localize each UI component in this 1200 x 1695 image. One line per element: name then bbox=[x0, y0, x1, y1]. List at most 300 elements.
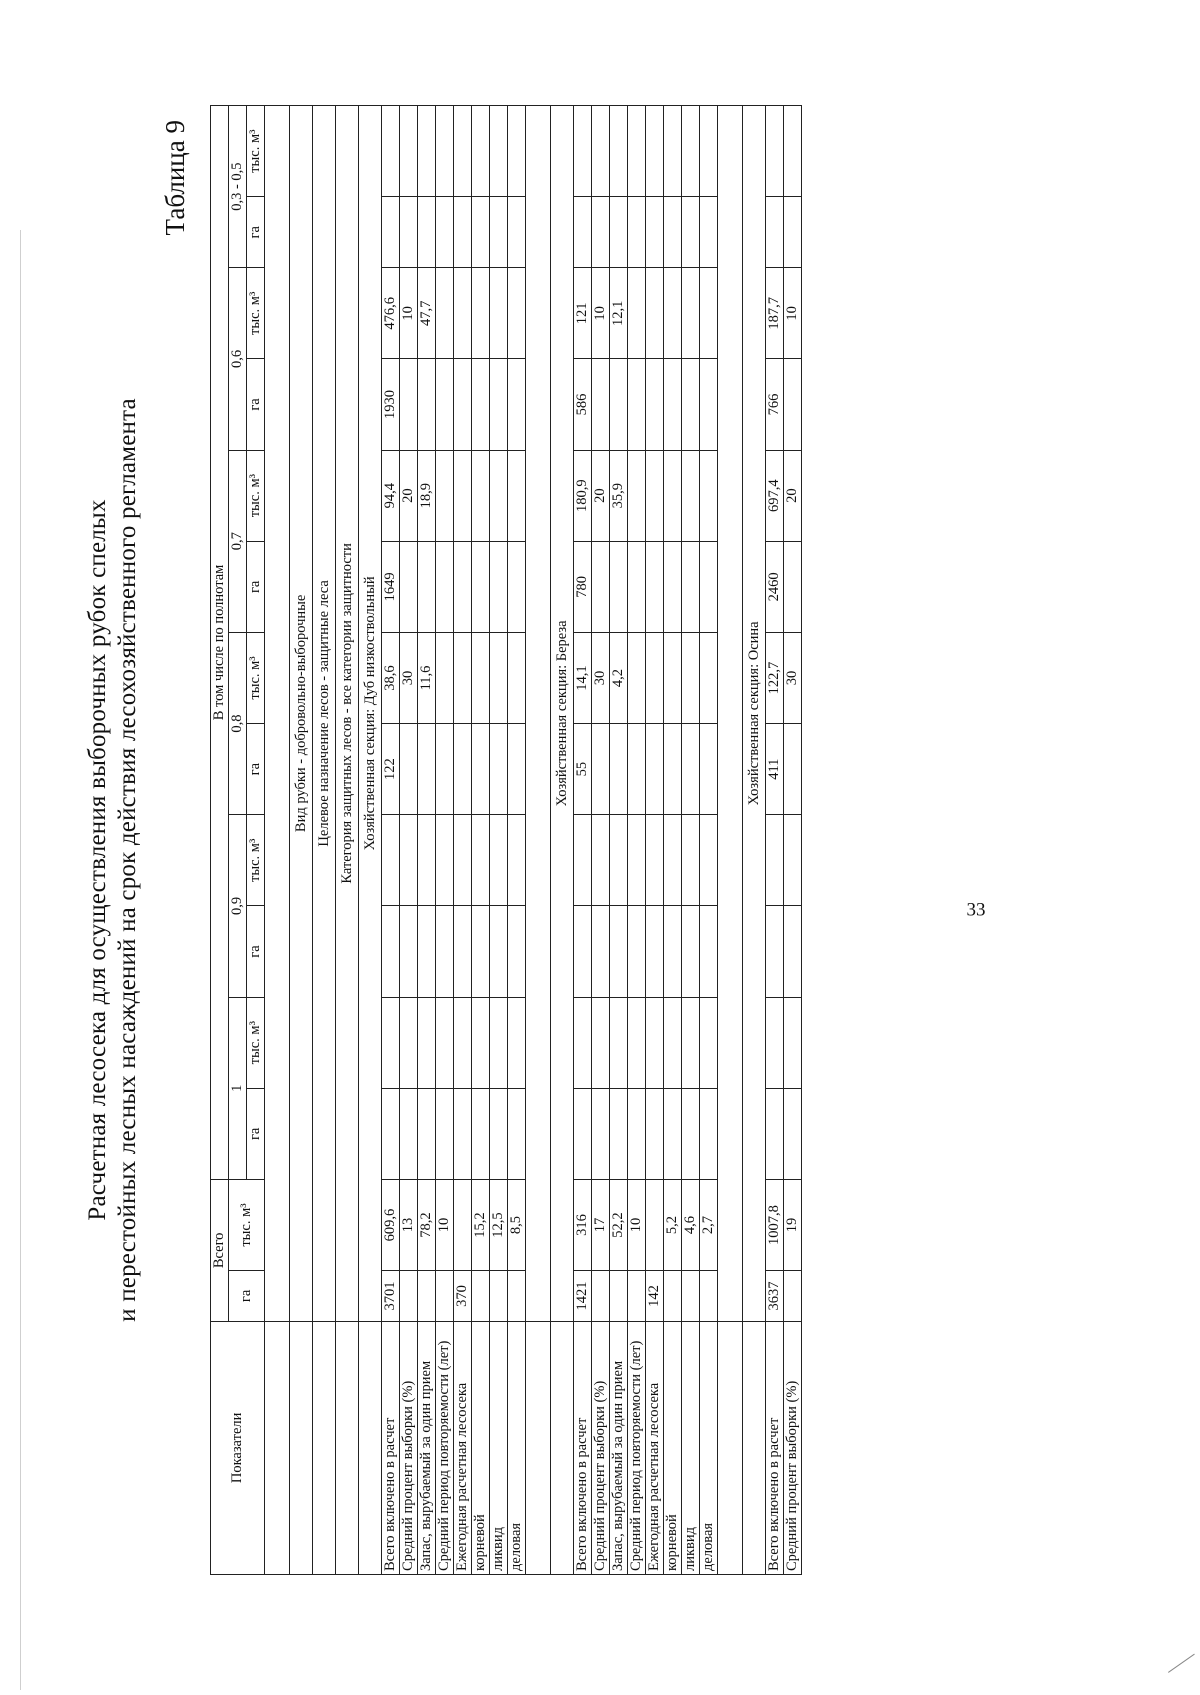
table-cell bbox=[766, 906, 784, 997]
table-cell bbox=[682, 1088, 700, 1179]
table-cell bbox=[700, 724, 718, 815]
table-cell: 4,2 bbox=[610, 632, 628, 723]
header-by-density: В том числе по полнотам bbox=[211, 106, 229, 1180]
table-cell: 142 bbox=[646, 1271, 664, 1322]
table-cell bbox=[436, 268, 454, 359]
table-cell bbox=[646, 359, 664, 450]
table-cell: 55 bbox=[574, 724, 592, 815]
table-cell bbox=[628, 815, 646, 906]
table-cell bbox=[592, 724, 610, 815]
table-cell bbox=[508, 906, 526, 997]
table-cell bbox=[436, 815, 454, 906]
row-label: Средний процент выборки (%) bbox=[784, 1321, 802, 1574]
table-cell bbox=[400, 1271, 418, 1322]
header-density-0-3-0-5: 0,3 - 0,5 bbox=[229, 106, 247, 268]
table-cell: 122,7 bbox=[766, 632, 784, 723]
table-cell bbox=[646, 1088, 664, 1179]
table-cell bbox=[784, 106, 802, 197]
table-cell bbox=[700, 1271, 718, 1322]
table-cell: 14,1 bbox=[574, 632, 592, 723]
table-cell bbox=[574, 197, 592, 268]
table-cell: 5,2 bbox=[664, 1179, 682, 1270]
table-cell bbox=[700, 359, 718, 450]
section-title-row bbox=[743, 106, 766, 1575]
row-label: Всего включено в расчет bbox=[766, 1321, 784, 1574]
table-cell bbox=[454, 997, 472, 1088]
table-row bbox=[682, 106, 700, 1575]
table-cell bbox=[454, 541, 472, 632]
table-cell bbox=[472, 1088, 490, 1179]
table-cell bbox=[592, 197, 610, 268]
table-cell bbox=[682, 197, 700, 268]
table-cell bbox=[628, 450, 646, 541]
band-row bbox=[336, 106, 359, 1575]
table-cell bbox=[628, 106, 646, 197]
table-cell bbox=[418, 1271, 436, 1322]
table-cell bbox=[472, 997, 490, 1088]
table-cell: 10 bbox=[436, 1179, 454, 1270]
header-density-0-9: 0,9 bbox=[229, 815, 247, 997]
table-cell: 2460 bbox=[766, 541, 784, 632]
table-cell: 1930 bbox=[382, 359, 400, 450]
table-cell: 15,2 bbox=[472, 1179, 490, 1270]
table-cell bbox=[664, 268, 682, 359]
header-ha: га bbox=[247, 1088, 265, 1179]
table-cell: 121 bbox=[574, 268, 592, 359]
table-cell bbox=[664, 1088, 682, 1179]
header-m3: тыс. м³ bbox=[247, 632, 265, 723]
table-cell: 180,9 bbox=[574, 450, 592, 541]
table-cell bbox=[664, 450, 682, 541]
table-cell bbox=[610, 815, 628, 906]
table-cell bbox=[400, 359, 418, 450]
table-cell bbox=[646, 106, 664, 197]
table-cell bbox=[490, 197, 508, 268]
table-cell: 10 bbox=[784, 268, 802, 359]
table-cell: 19 bbox=[784, 1179, 802, 1270]
table-cell bbox=[610, 906, 628, 997]
table-cell bbox=[682, 724, 700, 815]
header-m3: тыс. м³ bbox=[247, 106, 265, 197]
table-cell bbox=[766, 1088, 784, 1179]
table-cell bbox=[700, 106, 718, 197]
table-cell bbox=[472, 359, 490, 450]
table-cell bbox=[508, 724, 526, 815]
table-cell bbox=[472, 815, 490, 906]
table-cell bbox=[418, 541, 436, 632]
table-cell bbox=[592, 541, 610, 632]
table-cell bbox=[508, 450, 526, 541]
table-row bbox=[592, 106, 610, 1575]
table-cell: 411 bbox=[766, 724, 784, 815]
table-cell bbox=[508, 106, 526, 197]
table-cell bbox=[646, 815, 664, 906]
row-label: Средний процент выборки (%) bbox=[400, 1321, 418, 1574]
table-cell bbox=[490, 632, 508, 723]
page-number: 33 bbox=[966, 899, 986, 921]
table-cell bbox=[700, 997, 718, 1088]
table-cell bbox=[664, 724, 682, 815]
document-title-line-1: Расчетная лесосека для осуществления выборочных рубок спелых bbox=[84, 499, 111, 1221]
table-cell: 20 bbox=[400, 450, 418, 541]
table-cell bbox=[646, 450, 664, 541]
section-title-row bbox=[359, 106, 382, 1575]
table-cell bbox=[682, 906, 700, 997]
table-cell bbox=[664, 815, 682, 906]
table-cell bbox=[490, 815, 508, 906]
row-label: Всего включено в расчет bbox=[382, 1321, 400, 1574]
table-cell: 10 bbox=[400, 268, 418, 359]
table-cell bbox=[700, 632, 718, 723]
table-cell bbox=[628, 906, 646, 997]
row-label: ликвид bbox=[682, 1321, 700, 1574]
header-total: Всего bbox=[211, 1179, 229, 1321]
table-cell bbox=[700, 906, 718, 997]
table-cell: 697,4 bbox=[766, 450, 784, 541]
table-cell bbox=[574, 1088, 592, 1179]
table-cell bbox=[664, 359, 682, 450]
table-cell bbox=[628, 1088, 646, 1179]
table-cell bbox=[508, 197, 526, 268]
table-cell bbox=[418, 815, 436, 906]
table-cell bbox=[454, 1088, 472, 1179]
table-cell bbox=[610, 359, 628, 450]
table-cell bbox=[592, 106, 610, 197]
table-row bbox=[400, 106, 418, 1575]
table-cell bbox=[472, 197, 490, 268]
band-cut-type: Вид рубки - добровольно-выборочные bbox=[290, 106, 313, 1322]
table-cell bbox=[418, 906, 436, 997]
header-density-0-7: 0,7 bbox=[229, 450, 247, 632]
table-row bbox=[610, 106, 628, 1575]
table-cell bbox=[574, 106, 592, 197]
table-cell bbox=[592, 997, 610, 1088]
table-cell bbox=[628, 268, 646, 359]
table-cell bbox=[472, 106, 490, 197]
table-cell bbox=[490, 906, 508, 997]
table-cell bbox=[700, 1088, 718, 1179]
table-cell bbox=[784, 724, 802, 815]
header-ha: га bbox=[247, 541, 265, 632]
table-cell bbox=[454, 1179, 472, 1270]
header-m3: тыс. м³ bbox=[247, 450, 265, 541]
table-cell bbox=[682, 632, 700, 723]
table-cell bbox=[490, 450, 508, 541]
row-label: Средний период повторяемости (лет) bbox=[628, 1321, 646, 1574]
table-cell bbox=[700, 541, 718, 632]
table-cell: 1007,8 bbox=[766, 1179, 784, 1270]
table-cell: 8,5 bbox=[508, 1179, 526, 1270]
row-label: деловая bbox=[508, 1321, 526, 1574]
table-row bbox=[454, 106, 472, 1575]
table-cell bbox=[436, 724, 454, 815]
table-cell bbox=[700, 197, 718, 268]
table-cell bbox=[784, 815, 802, 906]
band-row bbox=[290, 106, 313, 1575]
table-row bbox=[436, 106, 454, 1575]
table-cell bbox=[664, 997, 682, 1088]
table-cell bbox=[784, 197, 802, 268]
table-cell bbox=[784, 906, 802, 997]
table-cell bbox=[682, 268, 700, 359]
table-cell bbox=[454, 450, 472, 541]
table-cell bbox=[664, 906, 682, 997]
table-cell bbox=[646, 541, 664, 632]
table-cell: 47,7 bbox=[418, 268, 436, 359]
band-purpose: Целевое назначение лесов - защитные леса bbox=[313, 106, 336, 1322]
table-cell: 11,6 bbox=[418, 632, 436, 723]
table-cell bbox=[592, 1271, 610, 1322]
rotated-page bbox=[80, 100, 1080, 1620]
table-row bbox=[382, 106, 400, 1575]
table-cell bbox=[700, 815, 718, 906]
table-cell bbox=[472, 268, 490, 359]
table-cell bbox=[682, 450, 700, 541]
section-title-row bbox=[551, 106, 574, 1575]
table-cell bbox=[490, 1088, 508, 1179]
table-cell bbox=[766, 197, 784, 268]
table-cell bbox=[436, 197, 454, 268]
table-cell: 1649 bbox=[382, 541, 400, 632]
table-cell bbox=[418, 359, 436, 450]
table-row bbox=[664, 106, 682, 1575]
table-cell bbox=[700, 450, 718, 541]
table-cell bbox=[610, 997, 628, 1088]
table-cell bbox=[436, 632, 454, 723]
blank-row bbox=[718, 106, 743, 1575]
table-cell bbox=[436, 997, 454, 1088]
header-m3: тыс. м³ bbox=[247, 268, 265, 359]
table-cell bbox=[400, 906, 418, 997]
table-body bbox=[265, 106, 802, 1575]
table-row bbox=[700, 106, 718, 1575]
table-cell bbox=[508, 541, 526, 632]
table-cell bbox=[784, 997, 802, 1088]
table-cell bbox=[472, 541, 490, 632]
table-cell bbox=[454, 106, 472, 197]
table-cell bbox=[508, 815, 526, 906]
table-cell bbox=[436, 1271, 454, 1322]
table-cell bbox=[454, 632, 472, 723]
section-title: Хозяйственная секция: Береза bbox=[551, 106, 574, 1322]
table-row bbox=[628, 106, 646, 1575]
table-cell bbox=[382, 997, 400, 1088]
row-label: Всего включено в расчет bbox=[574, 1321, 592, 1574]
band-category: Категория защитных лесов - все категории защитности bbox=[336, 106, 359, 1322]
table-cell: 766 bbox=[766, 359, 784, 450]
table-cell bbox=[418, 997, 436, 1088]
table-cell: 35,9 bbox=[610, 450, 628, 541]
table-cell bbox=[418, 724, 436, 815]
binding-line bbox=[20, 230, 21, 1690]
allowable-cut-table bbox=[210, 105, 802, 1575]
table-cell bbox=[418, 106, 436, 197]
table-cell bbox=[490, 106, 508, 197]
row-label: Запас, вырубаемый за один прием bbox=[610, 1321, 628, 1574]
table-cell bbox=[508, 997, 526, 1088]
table-cell bbox=[472, 450, 490, 541]
table-cell bbox=[628, 997, 646, 1088]
table-cell bbox=[628, 359, 646, 450]
table-cell bbox=[682, 359, 700, 450]
header-density-0-6: 0,6 bbox=[229, 268, 247, 450]
table-row bbox=[418, 106, 436, 1575]
table-cell bbox=[382, 197, 400, 268]
table-cell: 187,7 bbox=[766, 268, 784, 359]
table-cell bbox=[646, 997, 664, 1088]
table-cell: 12,1 bbox=[610, 268, 628, 359]
table-cell bbox=[400, 197, 418, 268]
row-label: Средний период повторяемости (лет) bbox=[436, 1321, 454, 1574]
table-cell bbox=[400, 724, 418, 815]
header-density-1: 1 bbox=[229, 997, 247, 1179]
header-indicators: Показатели bbox=[211, 1321, 265, 1574]
table-cell bbox=[454, 197, 472, 268]
table-cell: 476,6 bbox=[382, 268, 400, 359]
table-row bbox=[766, 106, 784, 1575]
table-cell bbox=[400, 997, 418, 1088]
table-cell: 30 bbox=[592, 632, 610, 723]
row-label: Запас, вырубаемый за один прием bbox=[418, 1321, 436, 1574]
table-cell bbox=[628, 541, 646, 632]
table-cell bbox=[628, 1271, 646, 1322]
table-cell bbox=[784, 359, 802, 450]
table-cell bbox=[508, 268, 526, 359]
band-row bbox=[313, 106, 336, 1575]
table-cell: 370 bbox=[454, 1271, 472, 1322]
table-cell bbox=[574, 997, 592, 1088]
header-total-ha: га bbox=[229, 1271, 265, 1322]
table-cell: 94,4 bbox=[382, 450, 400, 541]
table-cell bbox=[436, 906, 454, 997]
table-cell bbox=[628, 197, 646, 268]
table-cell bbox=[682, 997, 700, 1088]
table-cell bbox=[454, 815, 472, 906]
table-cell bbox=[436, 1088, 454, 1179]
table-cell bbox=[490, 724, 508, 815]
table-cell bbox=[382, 906, 400, 997]
table-cell bbox=[592, 815, 610, 906]
table-cell bbox=[628, 632, 646, 723]
table-cell: 20 bbox=[784, 450, 802, 541]
table-cell bbox=[472, 906, 490, 997]
table-row bbox=[784, 106, 802, 1575]
table-cell bbox=[766, 815, 784, 906]
table-cell bbox=[700, 268, 718, 359]
header-m3: тыс. м³ bbox=[247, 815, 265, 906]
table-cell: 78,2 bbox=[418, 1179, 436, 1270]
row-label: деловая bbox=[700, 1321, 718, 1574]
table-cell bbox=[436, 541, 454, 632]
table-cell bbox=[508, 1271, 526, 1322]
table-cell: 10 bbox=[628, 1179, 646, 1270]
header-ha: га bbox=[247, 197, 265, 268]
table-cell bbox=[646, 197, 664, 268]
table-cell bbox=[490, 359, 508, 450]
table-cell bbox=[628, 724, 646, 815]
table-cell bbox=[574, 906, 592, 997]
table-cell bbox=[508, 359, 526, 450]
table-cell: 780 bbox=[574, 541, 592, 632]
table-cell: 17 bbox=[592, 1179, 610, 1270]
table-cell bbox=[664, 541, 682, 632]
section-title: Хозяйственная секция: Осина bbox=[743, 106, 766, 1322]
table-cell bbox=[664, 1271, 682, 1322]
document-title-line-2: и перестойных лесных насаждений на срок действия лесохозяйственного регламента bbox=[114, 398, 141, 1322]
table-cell bbox=[454, 359, 472, 450]
table-row bbox=[490, 106, 508, 1575]
table-cell bbox=[472, 1271, 490, 1322]
table-row bbox=[574, 106, 592, 1575]
table-cell bbox=[382, 815, 400, 906]
table-cell bbox=[610, 1271, 628, 1322]
table-cell: 13 bbox=[400, 1179, 418, 1270]
table-cell bbox=[400, 541, 418, 632]
table-cell bbox=[490, 997, 508, 1088]
row-label: корневой bbox=[664, 1321, 682, 1574]
table-cell bbox=[454, 906, 472, 997]
corner-mark bbox=[1168, 1654, 1195, 1673]
table-cell bbox=[784, 1088, 802, 1179]
table-cell bbox=[646, 906, 664, 997]
table-cell: 122 bbox=[382, 724, 400, 815]
table-cell bbox=[472, 724, 490, 815]
header-ha: га bbox=[247, 724, 265, 815]
blank-row bbox=[526, 106, 551, 1575]
table-cell bbox=[610, 197, 628, 268]
table-cell bbox=[454, 268, 472, 359]
header-ha: га bbox=[247, 359, 265, 450]
row-label: Ежегодная расчетная лесосека bbox=[646, 1321, 664, 1574]
table-cell bbox=[436, 450, 454, 541]
table-cell bbox=[436, 106, 454, 197]
table-cell bbox=[766, 106, 784, 197]
table-cell bbox=[400, 106, 418, 197]
table-cell: 2,7 bbox=[700, 1179, 718, 1270]
table-cell bbox=[400, 815, 418, 906]
table-row bbox=[472, 106, 490, 1575]
table-cell bbox=[664, 197, 682, 268]
table-cell: 586 bbox=[574, 359, 592, 450]
table-cell bbox=[766, 997, 784, 1088]
table-cell bbox=[454, 724, 472, 815]
table-cell bbox=[592, 1088, 610, 1179]
table-cell bbox=[784, 541, 802, 632]
header-total-m3: тыс. м³ bbox=[229, 1179, 265, 1270]
table-cell: 10 bbox=[592, 268, 610, 359]
table-cell: 316 bbox=[574, 1179, 592, 1270]
row-label: ликвид bbox=[490, 1321, 508, 1574]
table-cell bbox=[472, 632, 490, 723]
table-cell: 12,5 bbox=[490, 1179, 508, 1270]
table-cell: 30 bbox=[400, 632, 418, 723]
header-density-0-8: 0,8 bbox=[229, 632, 247, 814]
row-label: корневой bbox=[472, 1321, 490, 1574]
table-cell: 4,6 bbox=[682, 1179, 700, 1270]
table-cell bbox=[610, 724, 628, 815]
table-cell bbox=[610, 106, 628, 197]
table-cell: 38,6 bbox=[382, 632, 400, 723]
table-cell bbox=[682, 1271, 700, 1322]
table-cell bbox=[490, 268, 508, 359]
table-cell bbox=[646, 632, 664, 723]
table-cell: 3637 bbox=[766, 1271, 784, 1322]
row-label: Ежегодная расчетная лесосека bbox=[454, 1321, 472, 1574]
row-label: Средний процент выборки (%) bbox=[592, 1321, 610, 1574]
table-cell bbox=[610, 541, 628, 632]
table-number: Таблица 9 bbox=[160, 120, 190, 236]
header-ha: га bbox=[247, 906, 265, 997]
